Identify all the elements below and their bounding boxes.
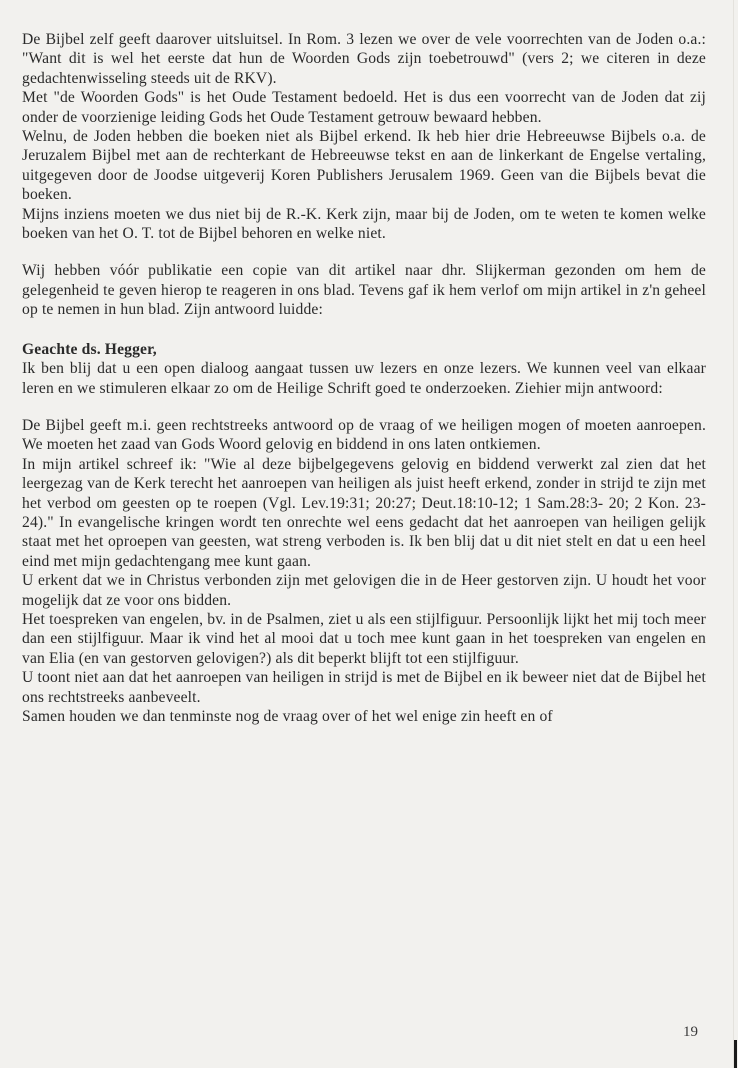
paragraph: Ik ben blij dat u een open dialoog aangaat tussen uw lezers en onze lezers. We kunnen veel van elkaar leren en we stimuleren elkaar zo om de Heilige Schrift goed te onderzoeken. Ziehier mijn antwoord: xyxy=(22,360,706,397)
paragraph: Welnu, de Joden hebben die boeken niet als Bijbel erkend. Ik heb hier drie Hebreeuwse Bijbels o.a. de Jeruzalem Bijbel met aan de rechterkant de Hebreeuwse tekst en aan de linkerkant de Engelse vertaling, uitgegeven door de Joodse uitgeverij Koren Publishers Jerusalem 1969. Geen van die Bijbels bevat die boeken. xyxy=(22,128,706,204)
paragraph: Mijns inziens moeten we dus niet bij de R.-K. Kerk zijn, maar bij de Joden, om te weten te komen welke boeken van het O. T. tot de Bijbel behoren en welke niet. xyxy=(22,205,706,243)
paragraph: Het toespreken van engelen, bv. in de Psalmen, ziet u als een stijlfiguur. Persoonlijk lijkt het mij toch meer dan een stijlfiguur. Maar ik vind het al mooi dat u toch mee kunt gaan in het toespreken van engelen en van Elia (en van gestorven gelovigen?) als dit beperkt blijft tot een stijlfiguur. xyxy=(22,610,706,667)
paragraph: Samen houden we dan tenminste nog de vraag over of het wel enige zin heeft en of xyxy=(22,708,553,725)
paragraph: De Bijbel zelf geeft daarover uitsluitsel. In Rom. 3 lezen we over de vele voorrechten van de Joden o.a.: "Want dit is wel het eerste dat hun de Woorden Gods zijn toebetrouwd" (vers 2; we citeren in deze gedachtenwisseling steeds uit de RKV). xyxy=(22,31,706,87)
page-edge-shadow xyxy=(733,0,734,1068)
body-text xyxy=(22,30,706,726)
paragraph: Wij hebben vóór publikatie een copie van dit artikel naar dhr. Slijkerman gezonden om hem de gelegenheid te geven hierop te reageren in ons blad. Tevens gaf ik hem verlof om mijn artikel in z'n geheel op te nemen in hun blad. Zijn antwoord luidde: xyxy=(22,262,706,319)
paragraph: U toont niet aan dat het aanroepen van heiligen in strijd is met de Bijbel en ik beweer niet dat de Bijbel het ons rechtstreeks aanbeveelt. xyxy=(22,669,706,706)
paragraph: U erkent dat we in Christus verbonden zijn met gelovigen die in de Heer gestorven zijn. U houdt het voor mogelijk dat ze voor ons bidden. xyxy=(22,572,706,609)
paragraph: In mijn artikel schreef ik: "Wie al deze bijbelgegevens gelovig en biddend verwerkt zal zien dat het leergezag van de Kerk terecht het aanroepen van heiligen als juist heeft erkend, zonder in strijd te zijn met het verbod om geesten op te roepen (Vgl. Lev.19:31; 20:27; Deut.18:10-12; 1 Sam.28:3- 20; 2 Kon. 23-24)." In evangelische kringen wordt ten onrechte wel eens gedacht dat het aanroepen van heiligen gelijk staat met het oproepen van geesten, wat streng verboden is. Ik ben blij dat u dit niet stelt en dat u een heel eind met mijn gedachtengang mee kunt gaan. xyxy=(22,455,706,570)
paragraph-gap xyxy=(22,243,706,261)
letter-salutation: Geachte ds. Hegger, xyxy=(22,340,157,358)
paragraph: De Bijbel geeft m.i. geen rechtstreeks antwoord op de vraag of we heiligen mogen of moeten aanroepen. We moeten het zaad van Gods Woord gelovig en biddend in ons laten ontkiemen. xyxy=(22,416,706,454)
paragraph-gap xyxy=(22,398,706,416)
paragraph-gap xyxy=(22,320,706,340)
paragraph: Met "de Woorden Gods" is het Oude Testament bedoeld. Het is dus een voorrecht van de Joden dat zij onder de voorzienige leiding Gods het Oude Testament getrouw bewaard hebben. xyxy=(22,89,706,126)
page-number: 19 xyxy=(683,1024,698,1040)
binding-edge-mark xyxy=(734,1040,737,1068)
